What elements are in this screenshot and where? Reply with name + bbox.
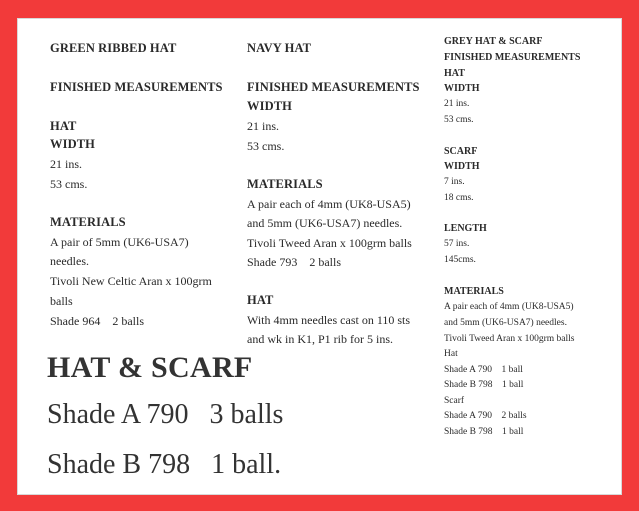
pattern-page <box>17 18 622 495</box>
grey-length-heading: LENGTH <box>444 223 487 234</box>
grey-length-inches: 57 ins. <box>444 239 470 249</box>
grey-hat-width-cms: 53 cms. <box>444 115 474 125</box>
grey-scarf-width-inches: 7 ins. <box>444 177 465 187</box>
grey-length-cms: 145cms. <box>444 255 476 265</box>
grey-materials-heading: MATERIALS <box>444 286 504 297</box>
grey-scarf-heading: SCARF <box>444 146 478 157</box>
navy-materials-line: and 5mm (UK6-USA7) needles. <box>247 216 403 230</box>
grey-hat-heading: HAT <box>444 68 465 79</box>
hat-and-scarf-heading: HAT & SCARF <box>47 351 253 384</box>
navy-hat-heading: HAT <box>247 293 274 307</box>
green-materials-line: balls <box>50 294 73 308</box>
green-hat-heading: HAT <box>50 119 77 133</box>
green-materials-line: needles. <box>50 254 89 268</box>
green-width-cms: 53 cms. <box>50 177 88 191</box>
green-materials-line: Tivoli New Celtic Aran x 100grm <box>50 274 212 288</box>
grey-materials-line: Scarf <box>444 396 465 406</box>
grey-materials-line: Shade A 790 2 balls <box>444 411 527 421</box>
navy-finished-measurements-heading: FINISHED MEASUREMENTS <box>247 80 420 94</box>
grey-scarf-width-heading: WIDTH <box>444 161 480 172</box>
grey-scarf-width-cms: 18 cms. <box>444 193 474 203</box>
navy-hat-title: NAVY HAT <box>247 41 312 55</box>
grey-materials-line: Shade A 790 1 ball <box>444 365 523 375</box>
shade-b-total: Shade B 798 1 ball. <box>47 449 282 480</box>
grey-materials-line: and 5mm (UK6-USA7) needles. <box>444 318 567 328</box>
navy-materials-line: A pair each of 4mm (UK8-USA5) <box>247 197 411 211</box>
green-materials-line: Shade 964 2 balls <box>50 314 144 328</box>
navy-materials-line: Shade 793 2 balls <box>247 255 341 269</box>
navy-width-heading: WIDTH <box>247 99 292 113</box>
grey-hat-width-inches: 21 ins. <box>444 99 470 109</box>
navy-materials-line: Tivoli Tweed Aran x 100grm balls <box>247 236 412 250</box>
grey-materials-line: Shade B 798 1 ball <box>444 427 524 437</box>
green-width-inches: 21 ins. <box>50 157 83 171</box>
grey-materials-line: Tivoli Tweed Aran x 100grm balls <box>444 334 575 344</box>
grey-materials-line: Shade B 798 1 ball <box>444 380 524 390</box>
navy-materials-heading: MATERIALS <box>247 177 323 191</box>
navy-width-inches: 21 ins. <box>247 119 280 133</box>
grey-materials-line: A pair each of 4mm (UK8-USA5) <box>444 302 574 312</box>
green-finished-measurements-heading: FINISHED MEASUREMENTS <box>50 80 223 94</box>
shade-a-total: Shade A 790 3 balls <box>47 399 284 430</box>
grey-finished-measurements-heading: FINISHED MEASUREMENTS <box>444 52 581 63</box>
grey-hat-scarf-title: GREY HAT & SCARF <box>444 36 543 47</box>
green-materials-heading: MATERIALS <box>50 215 126 229</box>
grey-hat-width-heading: WIDTH <box>444 83 480 94</box>
navy-hat-instruction-line: With 4mm needles cast on 110 sts <box>247 313 411 327</box>
green-width-heading: WIDTH <box>50 137 95 151</box>
green-hat-title: GREEN RIBBED HAT <box>50 41 177 55</box>
green-materials-line: A pair of 5mm (UK6-USA7) <box>50 235 189 249</box>
navy-hat-instruction-line: and wk in K1, P1 rib for 5 ins. <box>247 332 393 346</box>
navy-width-cms: 53 cms. <box>247 139 285 153</box>
grey-materials-line: Hat <box>444 349 458 359</box>
